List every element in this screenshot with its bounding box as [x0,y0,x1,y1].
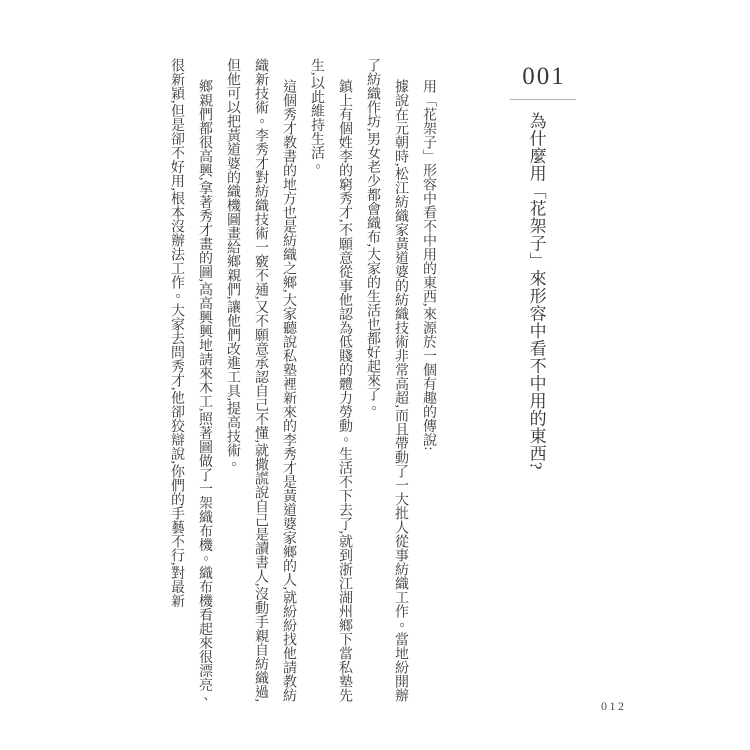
page-number: 012 [601,699,627,713]
chapter-header [499,64,587,470]
story-body [158,58,442,706]
chapter-title: 為什麼用「花架子」來形容中看不中用的東西? [526,112,546,471]
paragraph: 鄉親們都很高興,拿著秀才畫的圖,高高興興地請來木工,照著圖做了一架織布機。織布機看起來很漂亮、很新穎,但是卻不好用,根本沒辦法工作。大家去問秀才,他卻狡辯說,你們的手藝不行,對最新 [169,58,212,706]
paragraph: 這個秀才教書的地方也是紡織之鄉,大家聽說私塾裡新來的李秀才是黃道婆家鄉的人,就紛紛找他請教紡織新技術。李秀才對紡織技術一竅不通,又不願意承認自己不懂,就撒謊說自己是讀書人,沒動手親自紡織過,但他可以把黃道婆的織機圖畫給鄉親們,讓他們改進工具,提高技術。 [225,58,296,702]
paragraph: 據說在元朝時,松江紡織家黃道婆的紡織技術非常高超,而且帶動了一大批人從事紡織工作。當地紛開辦了紡織作坊,男女老少都會織布,大家的生活也都好起來了。 [365,58,408,702]
chapter-divider-line [510,99,576,100]
paragraph: 用「花架子」形容中看不中用的東西,來源於一個有趣的傳說: [421,79,436,451]
paragraph: 鎮上有個姓李的窮秀才,不願意從事他認為低賤的體力勞動。生活不下去了,就到浙江湖州鄉下當私塾先生,以此維持生活。 [309,58,352,702]
chapter-number: 001 [522,63,566,90]
